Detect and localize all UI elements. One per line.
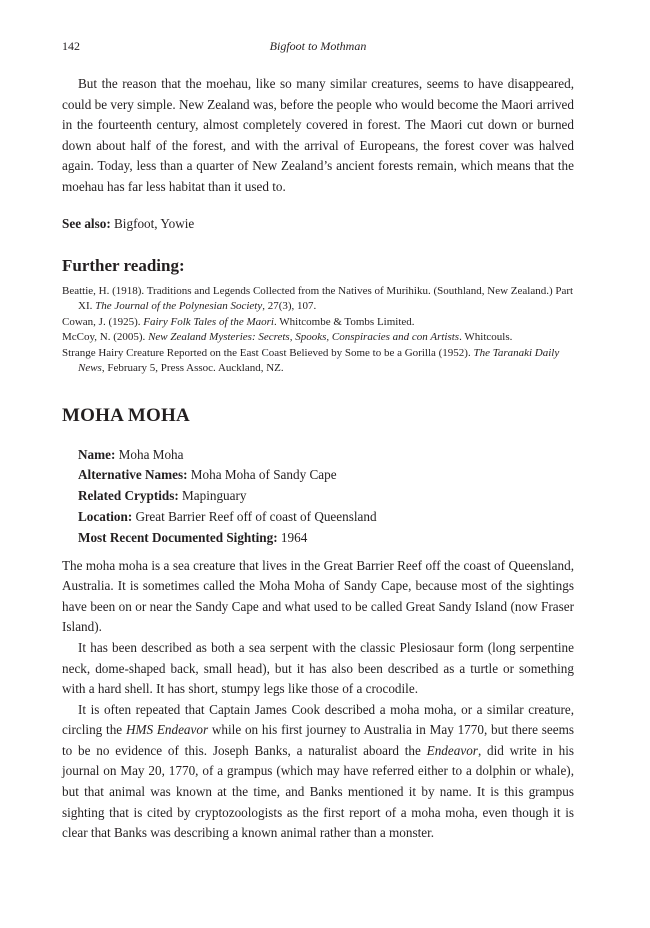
reference-source-title: Fairy Folk Tales of the Maori: [143, 315, 274, 328]
section-title: MOHA MOHA: [62, 404, 190, 426]
further-reading-heading: Further reading:: [62, 255, 185, 275]
running-title: Bigfoot to Mothman: [269, 39, 367, 53]
page-content: [62, 74, 574, 844]
fact-location: Location: Great Barrier Reef off of coast of Queensland: [78, 508, 377, 524]
intro-paragraph: But the reason that the moehau, like so many similar creatures, seems to have disappeared, could be very simple. New Zealand was, before the people who would become the Maori arrived in the fourteenth century, almost completely covered in forest. The Maori cut down or burned down about half of the forest, and with the arrival of Europeans, the forest cover was halved again. Today, less than a quarter of New Zealand’s ancient forests remain, which means that the moehau has far less habitat than it used to.: [62, 76, 574, 194]
reference-item: Beattie, H. (1918). Traditions and Legends Collected from the Natives of Murihiku. (Southland, New Zealand.) Part XI. The Journal of the Polynesian Society, 27(3), 107.: [62, 284, 574, 313]
fact-alternative-names: Alternative Names: Moha Moha of Sandy Cape: [78, 467, 337, 483]
ship-name: HMS Endeavor: [125, 722, 209, 738]
reference-list: [62, 284, 574, 377]
reference-item: Cowan, J. (1925). Fairy Folk Tales of the Maori. Whitcombe & Tombs Limited.: [62, 315, 415, 328]
cryptid-facts: [78, 445, 574, 549]
page-number: 142: [62, 39, 80, 53]
section-paragraph-2: It has been described as both a sea serpent with the classic Plesiosaur form (long serpentine neck, dome-shaped back, small head), but it has also been described as a turtle or something with a hard shell. It has short, stumpy legs like those of a crocodile.: [62, 639, 574, 697]
reference-item: Strange Hairy Creature Reported on the East Coast Believed by Some to be a Gorilla (1952). The Taranaki Daily News, February 5, Press Assoc. Auckland, NZ.: [62, 346, 560, 375]
ship-name: Endeavor: [426, 742, 478, 758]
fact-recent-sighting: Most Recent Documented Sighting: 1964: [78, 529, 308, 545]
see-also: [62, 214, 574, 234]
reference-source-title: New Zealand Mysteries: Secrets, Spooks, Conspiracies and con Artists: [148, 331, 460, 344]
reference-source-title: The Journal of the Polynesian Society: [95, 300, 263, 313]
reference-item: McCoy, N. (2005). New Zealand Mysteries: Secrets, Spooks, Conspiracies and con Artists. Whitcouls.: [62, 331, 513, 344]
section-paragraph-1: The moha moha is a sea creature that lives in the Great Barrier Reef off the coast of Queensland, Australia. It is sometimes called the Moha Moha of Sandy Cape, because most of the sightings have been on or near the Sandy Cape and what used to be called Great Sandy Island (now Fraser Island).: [62, 557, 574, 635]
section-paragraph-3: It is often repeated that Captain James Cook described a moha moha, or a similar creature, circling the HMS Endeavor while on his first journey to Australia in May 1770, but there seems to be no evidence of this. Joseph Banks, a naturalist aboard the Endeavor, did write in his journal on May 20, 1770, of a grampus (which may have referred either to a dolphin or whale), but that animal was known at the time, and Banks mentioned it by name. It is this grampus sighting that is cited by cryptozoologists as the first report of a moha moha, even though it is clear that Banks was describing a known animal rather than a monster.: [62, 701, 575, 841]
fact-related-cryptids: Related Cryptids: Mapinguary: [78, 488, 247, 504]
see-also-links: Bigfoot, Yowie: [114, 215, 195, 231]
fact-name: Name: Moha Moha: [78, 446, 184, 462]
page-header: [62, 39, 574, 55]
see-also-label: See also:: [62, 215, 111, 231]
reference-source-title: The Taranaki Daily News: [78, 346, 560, 375]
